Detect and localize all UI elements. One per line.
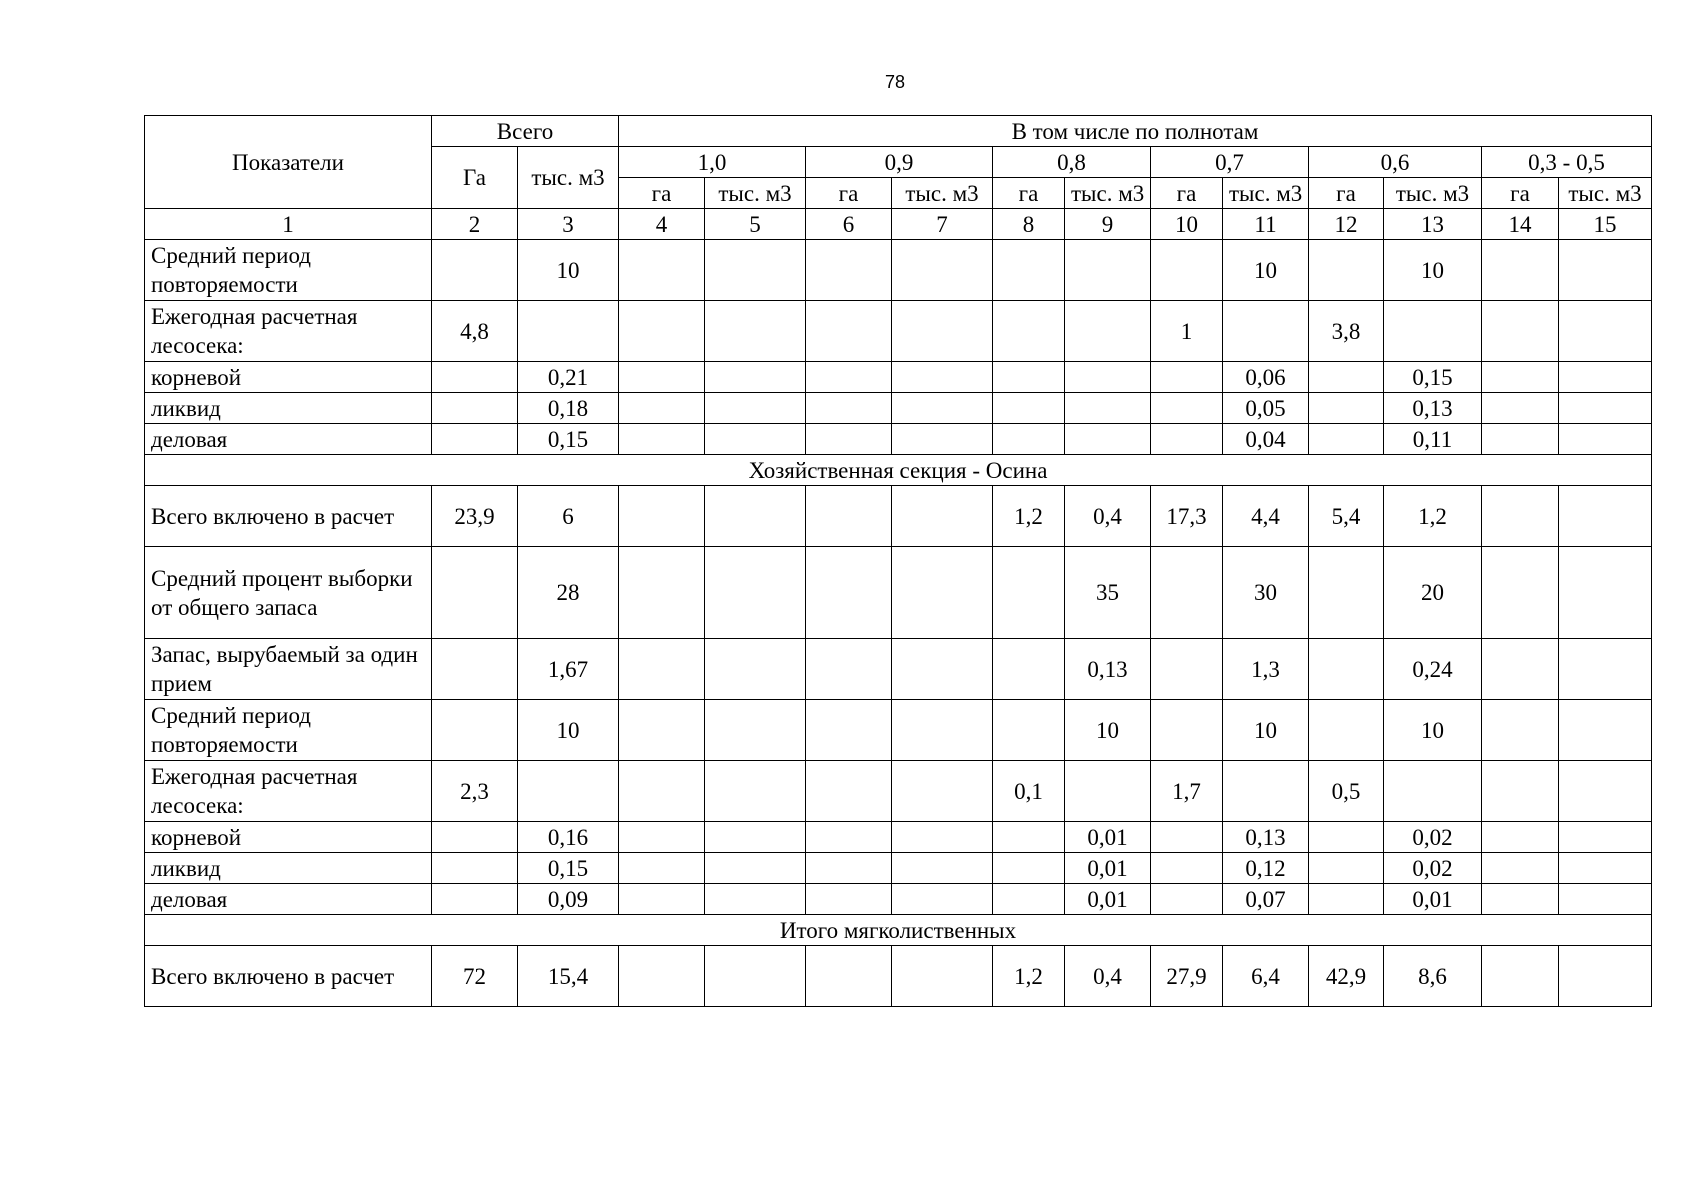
row-label: корневой	[145, 822, 432, 853]
table-cell	[892, 393, 993, 424]
table-cell: 0,05	[1223, 393, 1309, 424]
column-number: 7	[892, 209, 993, 240]
row-label: Всего включено в расчет	[145, 486, 432, 547]
header-by-density: В том числе по полнотам	[619, 116, 1652, 147]
header-unit-ha: га	[1309, 178, 1384, 209]
table-cell	[1559, 884, 1652, 915]
table-cell: 10	[518, 700, 619, 761]
table-cell	[806, 362, 892, 393]
table-cell: 28	[518, 547, 619, 639]
table-cell: 0,01	[1065, 884, 1151, 915]
table-cell	[806, 853, 892, 884]
table-cell	[432, 884, 518, 915]
row-label: Ежегодная расчетная лесосека:	[145, 761, 432, 822]
row-label: деловая	[145, 424, 432, 455]
table-cell: 0,13	[1223, 822, 1309, 853]
table-cell	[705, 946, 806, 1007]
table-cell	[1482, 362, 1559, 393]
column-number: 10	[1151, 209, 1223, 240]
table-cell: 0,5	[1309, 761, 1384, 822]
table-cell	[806, 761, 892, 822]
table-cell: 0,15	[518, 424, 619, 455]
table-row	[145, 547, 1652, 639]
table-cell	[1309, 700, 1384, 761]
header-unit-ha: га	[993, 178, 1065, 209]
table-cell	[432, 700, 518, 761]
header-total-volume: тыс. м3	[518, 147, 619, 209]
table-cell	[806, 884, 892, 915]
column-number: 11	[1223, 209, 1309, 240]
table-cell: 6	[518, 486, 619, 547]
header-density-0-3-0-5: 0,3 - 0,5	[1482, 147, 1652, 178]
table-cell: 0,13	[1384, 393, 1482, 424]
table-cell	[432, 853, 518, 884]
header-density-1-0: 1,0	[619, 147, 806, 178]
table-cell: 0,09	[518, 884, 619, 915]
table-cell	[432, 639, 518, 700]
table-cell: 0,01	[1384, 884, 1482, 915]
table-cell: 30	[1223, 547, 1309, 639]
table-cell	[806, 393, 892, 424]
table-cell: 10	[1223, 700, 1309, 761]
table-cell: 8,6	[1384, 946, 1482, 1007]
table-row	[145, 240, 1652, 301]
table-cell: 5,4	[1309, 486, 1384, 547]
table-cell	[705, 853, 806, 884]
table-cell: 1,2	[993, 946, 1065, 1007]
table-cell	[1223, 301, 1309, 362]
table-cell	[993, 700, 1065, 761]
table-cell	[619, 424, 705, 455]
table-cell	[1384, 301, 1482, 362]
table-row	[145, 761, 1652, 822]
table-cell	[1065, 761, 1151, 822]
table-cell	[705, 822, 806, 853]
section-row	[145, 915, 1652, 946]
header-unit-volume: тыс. м3	[892, 178, 993, 209]
table-cell: 0,4	[1065, 946, 1151, 1007]
table-cell	[1559, 240, 1652, 301]
table-cell: 72	[432, 946, 518, 1007]
table-cell: 23,9	[432, 486, 518, 547]
table-cell: 10	[1223, 240, 1309, 301]
header-unit-ha: га	[1482, 178, 1559, 209]
table-cell	[619, 362, 705, 393]
table-cell	[1309, 240, 1384, 301]
header-unit-volume: тыс. м3	[705, 178, 806, 209]
table-cell	[1482, 761, 1559, 822]
table-cell: 1,7	[1151, 761, 1223, 822]
table-cell	[518, 761, 619, 822]
table-cell	[1559, 946, 1652, 1007]
column-number: 4	[619, 209, 705, 240]
section-title: Хозяйственная секция - Осина	[145, 455, 1652, 486]
table-cell: 0,02	[1384, 853, 1482, 884]
table-cell	[806, 240, 892, 301]
table-cell: 10	[518, 240, 619, 301]
table-cell	[892, 424, 993, 455]
table-cell: 35	[1065, 547, 1151, 639]
section-row	[145, 455, 1652, 486]
table-cell: 0,15	[1384, 362, 1482, 393]
table-cell	[1482, 424, 1559, 455]
header-total-ha: Га	[432, 147, 518, 209]
page-number: 78	[884, 72, 906, 92]
table-cell: 0,01	[1065, 853, 1151, 884]
table-cell	[1309, 362, 1384, 393]
table-cell	[1065, 424, 1151, 455]
table-cell	[1065, 393, 1151, 424]
row-label: корневой	[145, 362, 432, 393]
table-cell	[993, 822, 1065, 853]
table-cell	[705, 301, 806, 362]
table-cell	[619, 301, 705, 362]
table-cell: 0,13	[1065, 639, 1151, 700]
table-cell	[993, 639, 1065, 700]
table-cell	[1482, 240, 1559, 301]
header-unit-ha: га	[806, 178, 892, 209]
table-cell: 0,24	[1384, 639, 1482, 700]
table-cell	[1065, 301, 1151, 362]
table-cell: 0,4	[1065, 486, 1151, 547]
table-cell	[1559, 761, 1652, 822]
table-cell	[806, 424, 892, 455]
table-cell	[1559, 853, 1652, 884]
row-label: ликвид	[145, 853, 432, 884]
header-density-0-6: 0,6	[1309, 147, 1482, 178]
table-cell	[705, 884, 806, 915]
table-row	[145, 301, 1652, 362]
table-cell	[432, 393, 518, 424]
table-cell	[892, 700, 993, 761]
table-cell	[1065, 240, 1151, 301]
header-indicators: Показатели	[145, 116, 432, 209]
table-row	[145, 393, 1652, 424]
table-cell	[705, 362, 806, 393]
table-row	[145, 424, 1652, 455]
table-cell	[1482, 946, 1559, 1007]
table-cell: 2,3	[432, 761, 518, 822]
table-cell	[1384, 761, 1482, 822]
table-cell: 0,21	[518, 362, 619, 393]
table-cell: 20	[1384, 547, 1482, 639]
table-cell	[1309, 853, 1384, 884]
table-cell	[619, 486, 705, 547]
table-cell	[1151, 853, 1223, 884]
table-cell: 0,1	[993, 761, 1065, 822]
column-number: 15	[1559, 209, 1652, 240]
header-total: Всего	[432, 116, 619, 147]
table-cell	[1559, 547, 1652, 639]
row-label: Средний период повторяемости	[145, 700, 432, 761]
table-cell	[705, 761, 806, 822]
table-cell	[993, 424, 1065, 455]
table-cell	[1151, 547, 1223, 639]
table-cell	[432, 362, 518, 393]
table-row	[145, 486, 1652, 547]
table-cell	[619, 639, 705, 700]
table-cell	[432, 240, 518, 301]
table-cell	[1559, 362, 1652, 393]
table-cell	[892, 547, 993, 639]
table-cell	[806, 547, 892, 639]
table-cell: 1,2	[1384, 486, 1482, 547]
column-number: 9	[1065, 209, 1151, 240]
forest-report-table	[144, 115, 1652, 1007]
table-cell	[619, 240, 705, 301]
table-cell	[1559, 301, 1652, 362]
table-cell	[619, 884, 705, 915]
table-cell	[1309, 393, 1384, 424]
table-cell	[892, 946, 993, 1007]
table-row	[145, 884, 1652, 915]
row-label: Средний процент выборки от общего запаса	[145, 547, 432, 639]
table-cell	[1309, 884, 1384, 915]
table-cell: 4,8	[432, 301, 518, 362]
table-cell	[1151, 393, 1223, 424]
table-cell	[1559, 486, 1652, 547]
table-cell: 10	[1384, 700, 1482, 761]
table-cell	[1482, 301, 1559, 362]
table-cell: 10	[1065, 700, 1151, 761]
column-number: 13	[1384, 209, 1482, 240]
table-cell	[993, 393, 1065, 424]
table-cell	[993, 853, 1065, 884]
table-cell	[1223, 761, 1309, 822]
table-cell: 0,06	[1223, 362, 1309, 393]
table-cell	[1482, 884, 1559, 915]
row-label: Всего включено в расчет	[145, 946, 432, 1007]
table-cell: 4,4	[1223, 486, 1309, 547]
table-row	[145, 853, 1652, 884]
table-cell	[705, 486, 806, 547]
table-cell: 10	[1384, 240, 1482, 301]
table-cell: 0,12	[1223, 853, 1309, 884]
table-cell	[619, 547, 705, 639]
table-cell	[1482, 393, 1559, 424]
table-cell	[1559, 639, 1652, 700]
header-density-0-9: 0,9	[806, 147, 993, 178]
table-row	[145, 822, 1652, 853]
table-cell	[892, 884, 993, 915]
table-cell	[993, 547, 1065, 639]
table-cell	[1309, 424, 1384, 455]
table-cell	[1559, 424, 1652, 455]
table-cell	[892, 240, 993, 301]
table-cell: 0,01	[1065, 822, 1151, 853]
table-cell: 0,11	[1384, 424, 1482, 455]
table-cell	[993, 362, 1065, 393]
table-cell	[1151, 822, 1223, 853]
table-cell	[518, 301, 619, 362]
table-cell	[1559, 700, 1652, 761]
table-cell	[892, 761, 993, 822]
table-cell	[619, 393, 705, 424]
table-cell	[892, 362, 993, 393]
header-unit-volume: тыс. м3	[1559, 178, 1652, 209]
table-cell	[1559, 822, 1652, 853]
row-label: Средний период повторяемости	[145, 240, 432, 301]
table-cell	[705, 700, 806, 761]
table-cell: 0,18	[518, 393, 619, 424]
table-cell: 0,15	[518, 853, 619, 884]
row-label: деловая	[145, 884, 432, 915]
table-cell: 1,67	[518, 639, 619, 700]
column-number: 3	[518, 209, 619, 240]
table-cell	[892, 639, 993, 700]
column-numbers-row	[145, 209, 1652, 240]
table-cell	[1151, 424, 1223, 455]
table-cell	[806, 700, 892, 761]
table-cell: 3,8	[1309, 301, 1384, 362]
header-unit-ha: га	[1151, 178, 1223, 209]
table-cell: 0,02	[1384, 822, 1482, 853]
header-unit-volume: тыс. м3	[1065, 178, 1151, 209]
table-cell	[806, 946, 892, 1007]
table-cell	[1482, 853, 1559, 884]
table-cell	[1482, 547, 1559, 639]
table-cell	[619, 946, 705, 1007]
table-cell	[432, 822, 518, 853]
table-cell: 0,16	[518, 822, 619, 853]
table-cell	[993, 301, 1065, 362]
column-number: 8	[993, 209, 1065, 240]
table-cell	[432, 547, 518, 639]
table-cell	[1065, 362, 1151, 393]
column-number: 1	[145, 209, 432, 240]
table-row	[145, 946, 1652, 1007]
header-unit-ha: га	[619, 178, 705, 209]
table-cell	[1151, 639, 1223, 700]
table-cell	[1482, 486, 1559, 547]
table-cell: 27,9	[1151, 946, 1223, 1007]
table-cell	[806, 822, 892, 853]
table-cell	[619, 761, 705, 822]
column-number: 2	[432, 209, 518, 240]
column-number: 6	[806, 209, 892, 240]
row-label: ликвид	[145, 393, 432, 424]
row-label: Ежегодная расчетная лесосека:	[145, 301, 432, 362]
table-cell: 0,07	[1223, 884, 1309, 915]
table-cell	[432, 424, 518, 455]
column-number: 12	[1309, 209, 1384, 240]
header-density-0-7: 0,7	[1151, 147, 1309, 178]
table-cell	[619, 700, 705, 761]
table-cell	[892, 853, 993, 884]
header-unit-volume: тыс. м3	[1223, 178, 1309, 209]
table-cell: 1	[1151, 301, 1223, 362]
table-cell	[892, 822, 993, 853]
table-cell	[1309, 547, 1384, 639]
header-density-0-8: 0,8	[993, 147, 1151, 178]
table-cell	[806, 301, 892, 362]
table-cell: 6,4	[1223, 946, 1309, 1007]
table-cell	[1309, 639, 1384, 700]
table-cell	[705, 639, 806, 700]
table-cell: 0,04	[1223, 424, 1309, 455]
column-number: 5	[705, 209, 806, 240]
section-title: Итого мягколиственных	[145, 915, 1652, 946]
table-row	[145, 639, 1652, 700]
table-cell: 15,4	[518, 946, 619, 1007]
table-cell	[806, 486, 892, 547]
header-unit-volume: тыс. м3	[1384, 178, 1482, 209]
table-cell: 1,3	[1223, 639, 1309, 700]
table-cell	[806, 639, 892, 700]
table-cell	[1151, 884, 1223, 915]
table-cell	[1559, 393, 1652, 424]
table-cell	[705, 393, 806, 424]
table-cell	[705, 547, 806, 639]
row-label: Запас, вырубаемый за один прием	[145, 639, 432, 700]
table-cell	[1482, 639, 1559, 700]
table-cell	[993, 240, 1065, 301]
table-cell	[892, 301, 993, 362]
table-cell	[993, 884, 1065, 915]
table-cell	[705, 240, 806, 301]
table-cell	[1151, 362, 1223, 393]
column-number: 14	[1482, 209, 1559, 240]
table-cell	[1309, 822, 1384, 853]
table-cell: 1,2	[993, 486, 1065, 547]
table-cell	[1482, 822, 1559, 853]
table-cell	[619, 853, 705, 884]
header-row-1	[145, 116, 1652, 147]
table-cell	[892, 486, 993, 547]
table-cell	[1482, 700, 1559, 761]
table-cell: 42,9	[1309, 946, 1384, 1007]
table-cell	[1151, 240, 1223, 301]
table-cell	[705, 424, 806, 455]
table-cell	[1151, 700, 1223, 761]
table-row	[145, 700, 1652, 761]
table-row	[145, 362, 1652, 393]
table-cell: 17,3	[1151, 486, 1223, 547]
table-cell	[619, 822, 705, 853]
